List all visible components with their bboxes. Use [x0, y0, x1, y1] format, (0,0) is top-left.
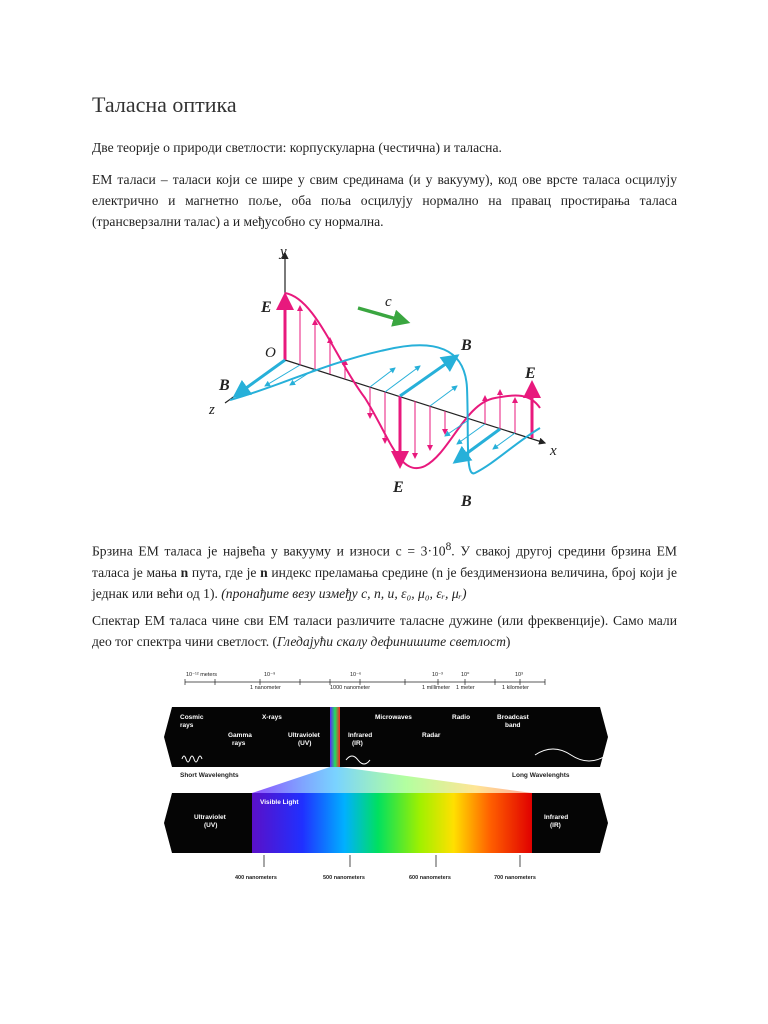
- band-cosmic: Cosmic: [180, 714, 204, 721]
- b-label-bottom: B: [461, 493, 472, 510]
- e-label-bottom: E: [393, 479, 404, 496]
- electric-field-vectors: [300, 306, 515, 458]
- ir-label: Infrared: [544, 814, 569, 821]
- band-xrays: X-rays: [262, 714, 282, 721]
- scale-label-11: 1 kilometer: [502, 685, 529, 691]
- band-radio: Radio: [452, 714, 471, 721]
- scale-label-6: 10⁻³: [432, 672, 443, 678]
- e-label-right: E: [525, 365, 536, 382]
- propagation-arrow: [358, 308, 407, 322]
- short-wavelength-label: Short Wavelenghts: [180, 772, 239, 779]
- scale-label-8: 10⁰: [461, 672, 470, 678]
- visible-light-label: Visible Light: [260, 799, 299, 806]
- band-cosmic-2: rays: [180, 722, 194, 729]
- b-label-mid: B: [461, 337, 472, 354]
- paragraph-em-waves: ЕМ таласи – таласи који се шире у свим срединама (и у вакууму), код ове врсте таласа осцилују електрично и магнетно поље, оба поља осцилују нормално на правац простирања таласа (трансверзални талас) а и међусобно су нормална.: [92, 172, 677, 229]
- band-radar: Radar: [422, 732, 441, 739]
- paragraph-theories: Две теорије о природи светлости: корпускуларна (честична) и таласна.: [92, 140, 502, 155]
- scale-label-10: 10³: [515, 672, 523, 678]
- scale-label-7: 1 millimeter: [422, 685, 451, 691]
- paragraph-spectrum: Спектар ЕМ таласа чине сви ЕМ таласи различите таласне дужине (или фреквенције). Само мали део тог спектра чини светлост. (Гледајући скалу дефинишите светлост): [92, 613, 677, 649]
- nm-700: 700 nanometers: [494, 875, 536, 881]
- band-ir-2: (IR): [352, 740, 363, 747]
- band-gamma: Gamma: [228, 732, 252, 739]
- visible-slit: [330, 707, 340, 767]
- ir-label-2: (IR): [550, 822, 561, 829]
- paragraph-speed: Брзина ЕМ таласа је највећа у вакууму и износи $c = 3\cdot 10^8$. У свакој другој средини брзина ЕМ таласа је мања n пута, где је n индекс преламања средине (n је бездимензиона величина, број који је једнак или већи од 1). (пронађите везу између c, n, и, ε₀, μ₀, εᵣ, μᵣ): [92, 541, 677, 601]
- band-microwaves: Microwaves: [375, 714, 412, 721]
- scale-label-4: 10⁻⁶: [350, 672, 362, 678]
- z-axis-label: z: [209, 402, 215, 418]
- origin-label: O: [265, 345, 276, 361]
- visible-fan: [252, 767, 532, 793]
- band-gamma-2: rays: [232, 740, 246, 747]
- band-uv: Ultraviolet: [288, 732, 320, 739]
- b-vector-right: [455, 429, 500, 462]
- uv-label: Ultraviolet: [194, 814, 226, 821]
- scale-label-3: 1 nanometer: [250, 685, 281, 691]
- band-ir: Infrared: [348, 732, 373, 739]
- em-spectrum-figure: [160, 667, 610, 885]
- scale-label-5: 1000 nanometer: [330, 685, 371, 691]
- scale-label-9: 1 meter: [456, 685, 475, 691]
- band-broadcast-2: band: [505, 722, 521, 729]
- y-axis-label: y: [280, 244, 287, 260]
- nm-500: 500 nanometers: [323, 875, 365, 881]
- band-uv-2: (UV): [298, 740, 312, 747]
- nm-400: 400 nanometers: [235, 875, 277, 881]
- b-label-left: B: [219, 377, 230, 394]
- long-wavelength-label: Long Wavelenghts: [512, 772, 570, 779]
- x-axis-label: x: [550, 443, 557, 459]
- page-title: Таласна оптика: [92, 92, 237, 117]
- scale-label-1: 10⁻¹² meters: [186, 672, 218, 678]
- band-broadcast: Broadcast: [497, 714, 529, 721]
- speed-label: c: [385, 294, 392, 310]
- b-vector-mid: [400, 356, 457, 396]
- e-label-top: E: [261, 299, 272, 316]
- electric-wave: [285, 293, 540, 468]
- nm-600: 600 nanometers: [409, 875, 451, 881]
- em-wave-figure: [195, 238, 575, 518]
- scale-label-2: 10⁻⁹: [264, 672, 276, 678]
- uv-label-2: (UV): [204, 822, 218, 829]
